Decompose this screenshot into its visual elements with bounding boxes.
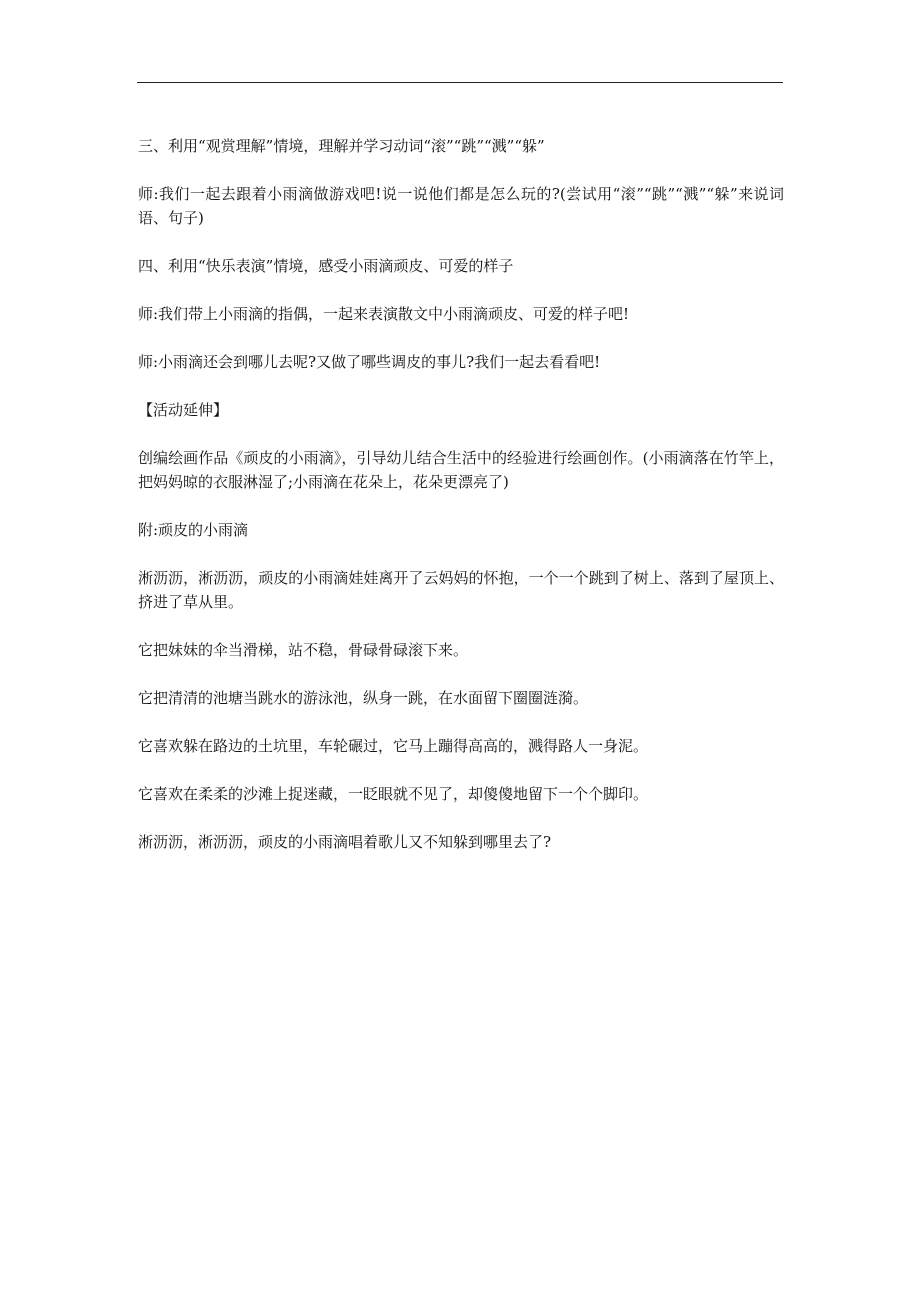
document-body	[138, 134, 784, 878]
poem-stanza: 它把妹妹的伞当滑梯，站不稳，骨碌骨碌滚下来。	[138, 641, 469, 659]
section-heading-4: 四、利用“快乐表演”情境，感受小雨滴顽皮、可爱的样子	[138, 257, 514, 275]
header-rule	[137, 82, 783, 83]
appendix-title: 附:顽皮的小雨滴	[138, 521, 249, 539]
teacher-line: 师:我们一起去跟着小雨滴做游戏吧!说一说他们都是怎么玩的?(尝试用“滚”“跳”“溅”“躲”来说词语、句子)	[138, 185, 784, 227]
activity-extension-text: 创编绘画作品《顽皮的小雨滴》，引导幼儿结合生活中的经验进行绘画创作。(小雨滴落在竹竿上，把妈妈晾的衣服淋湿了;小雨滴在花朵上，花朵更漂亮了)	[138, 449, 784, 491]
section-heading-3: 三、利用“观赏理解”情境，理解并学习动词“滚”“跳”“溅”“躲”	[138, 137, 545, 155]
poem-stanza: 它喜欢在柔柔的沙滩上捉迷藏，一眨眼就不见了，却傻傻地留下一个个脚印。	[138, 785, 649, 803]
poem-stanza: 淅沥沥，淅沥沥，顽皮的小雨滴娃娃离开了云妈妈的怀抱，一个一个跳到了树上、落到了屋顶上、挤进了草从里。	[138, 569, 784, 611]
teacher-line: 师:我们带上小雨滴的指偶，一起来表演散文中小雨滴顽皮、可爱的样子吧!	[138, 305, 630, 323]
teacher-line: 师:小雨滴还会到哪儿去呢?又做了哪些调皮的事儿?我们一起去看看吧!	[138, 353, 601, 371]
activity-extension-heading: 【活动延伸】	[138, 401, 229, 419]
poem-stanza: 它喜欢躲在路边的土坑里，车轮碾过，它马上蹦得高高的，溅得路人一身泥。	[138, 737, 649, 755]
poem-stanza: 它把清清的池塘当跳水的游泳池，纵身一跳，在水面留下圈圈涟漪。	[138, 689, 589, 707]
poem-stanza: 淅沥沥，淅沥沥，顽皮的小雨滴唱着歌儿又不知躲到哪里去了?	[138, 833, 552, 851]
